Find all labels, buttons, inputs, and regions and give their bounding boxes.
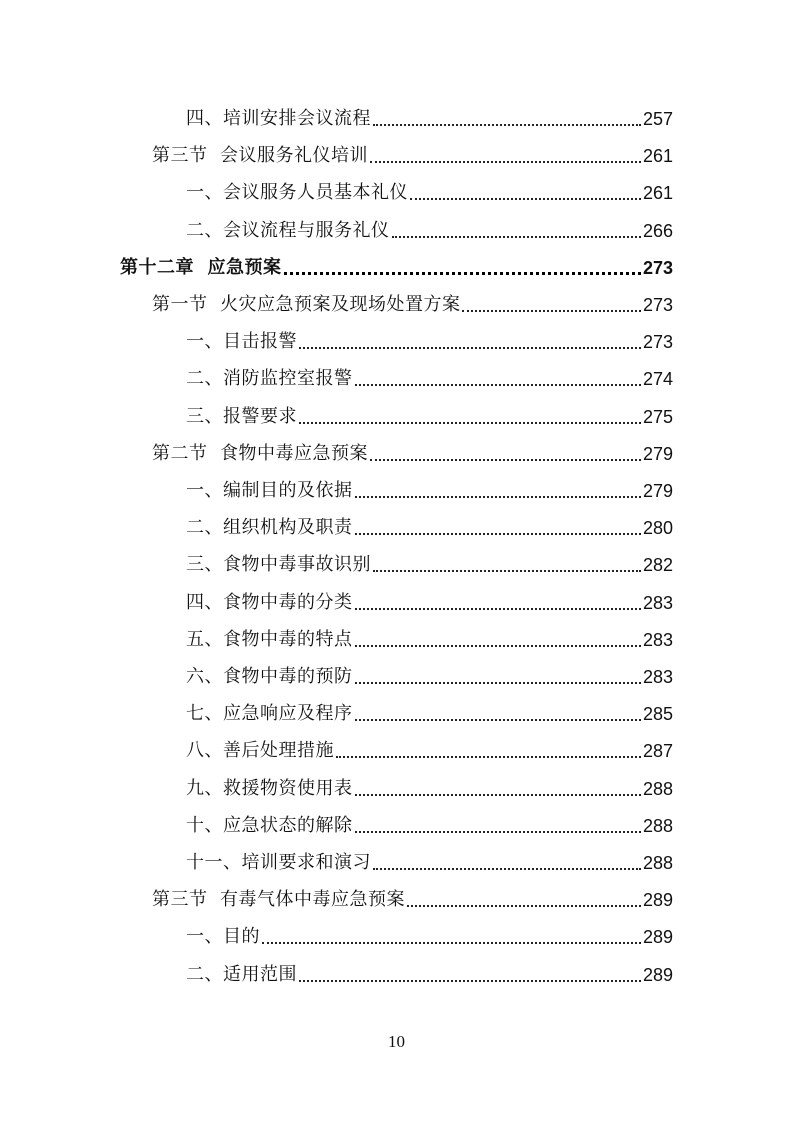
toc-entry-page: 273 [642,332,673,353]
toc-entry-title: 二、组织机构及职责 [186,517,353,539]
toc-entry-page: 273 [642,257,673,278]
toc-entry[interactable] [186,627,673,653]
toc-entry[interactable] [186,738,673,764]
toc-leader-dots [355,682,641,684]
toc-leader-dots [284,272,641,275]
toc-entry-title: 四、食物中毒的分类 [186,591,353,613]
toc-entry-page: 279 [642,481,673,501]
toc-entry-title: 八、善后处理措施 [186,740,334,762]
toc-entry[interactable] [186,218,673,244]
toc-entry-title: 一、编制目的及依据 [186,480,353,501]
toc-leader-dots [299,347,641,349]
toc-entry[interactable] [186,329,673,355]
toc-entry[interactable] [120,255,673,281]
toc-entry-page: 280 [642,518,673,539]
toc-entry[interactable] [186,106,673,132]
toc-entry-page: 283 [642,667,673,687]
toc-leader-dots [299,980,641,982]
toc-entry[interactable] [186,924,673,950]
toc-entry-title: 第一节 火灾应急预案及现场处置方案 [152,294,461,315]
toc-entry[interactable] [186,701,673,727]
toc-entry-page: 273 [642,295,673,315]
toc-entry[interactable] [186,664,673,690]
toc-entry-page: 279 [642,443,673,464]
toc-leader-dots [355,794,641,796]
toc-entry-page: 283 [642,629,673,650]
toc-entry[interactable] [186,366,673,392]
toc-leader-dots [355,384,641,386]
toc-entry-page: 289 [642,890,673,911]
toc-entry-page: 288 [642,778,673,799]
toc-entry-page: 257 [642,109,673,129]
toc-leader-dots [262,942,641,944]
toc-entry[interactable] [152,143,673,169]
toc-leader-dots [355,645,641,647]
toc-entry-title: 四、培训安排会议流程 [186,108,371,129]
toc-entry-title: 第二节 食物中毒应急预案 [152,442,368,464]
toc-leader-dots [462,310,641,312]
toc-entry[interactable] [152,292,673,318]
toc-entry[interactable] [152,441,673,467]
toc-entry[interactable] [186,590,673,616]
toc-entry-page: 274 [642,369,673,390]
toc-entry-title: 十、应急状态的解除 [186,814,353,836]
toc-entry-page: 283 [642,592,673,613]
toc-leader-dots [373,868,641,870]
toc-leader-dots [355,533,641,535]
toc-entry[interactable] [186,552,673,578]
toc-entry-title: 二、会议流程与服务礼仪 [186,219,390,241]
toc-leader-dots [355,831,641,833]
toc-entry[interactable] [186,813,673,839]
toc-entry-page: 287 [642,741,673,762]
toc-leader-dots [299,422,641,424]
toc-entry-title: 一、目的 [186,926,260,948]
toc-entry-title: 一、目击报警 [186,331,297,353]
toc-entry-title: 一、会议服务人员基本礼仪 [186,182,408,204]
toc-leader-dots [355,608,641,610]
toc-leader-dots [355,719,641,721]
toc-entry-title: 第十二章 应急预案 [120,256,282,278]
toc-entry-page: 288 [642,815,673,836]
toc-entry-page: 275 [642,406,673,427]
toc-entry-page: 282 [642,555,673,576]
toc-leader-dots [407,905,641,907]
toc-entry-page: 261 [642,183,673,204]
toc-entry[interactable] [186,404,673,430]
toc-entry-title: 十一、培训要求和演习 [186,852,371,873]
page-number: 10 [388,1032,405,1051]
toc-entry-title: 九、救援物资使用表 [186,777,353,799]
toc-entry-page: 261 [642,146,673,167]
toc-leader-dots [373,124,641,126]
toc-entry-title: 三、报警要求 [186,405,297,427]
toc-entry-title: 二、适用范围 [186,963,297,985]
toc-entry-page: 266 [642,220,673,241]
toc-entry-page: 288 [642,853,673,873]
toc-entry[interactable] [186,962,673,988]
toc-entry-title: 第三节 会议服务礼仪培训 [152,145,368,167]
toc-leader-dots [355,496,641,498]
toc-leader-dots [370,459,641,461]
toc-entry-page: 289 [642,927,673,948]
toc-entry[interactable] [186,776,673,802]
toc-entry-title: 三、食物中毒事故识别 [186,554,371,576]
toc-entry-page: 285 [642,704,673,725]
toc-entry[interactable] [186,515,673,541]
toc-leader-dots [373,570,641,572]
toc-entry-title: 七、应急响应及程序 [186,703,353,725]
toc-entry[interactable] [186,850,673,876]
toc-leader-dots [370,161,641,163]
toc-leader-dots [336,756,641,758]
toc-entry-page: 289 [642,964,673,985]
toc-entry-title: 五、食物中毒的特点 [186,628,353,650]
toc-entry-title: 六、食物中毒的预防 [186,666,353,687]
toc-entry[interactable] [186,478,673,504]
toc-leader-dots [410,198,641,200]
toc-entry-title: 第三节 有毒气体中毒应急预案 [152,889,405,911]
toc-leader-dots [392,236,641,238]
toc-entry[interactable] [152,887,673,913]
toc-entry-title: 二、消防监控室报警 [186,368,353,390]
toc-entry[interactable] [186,180,673,206]
